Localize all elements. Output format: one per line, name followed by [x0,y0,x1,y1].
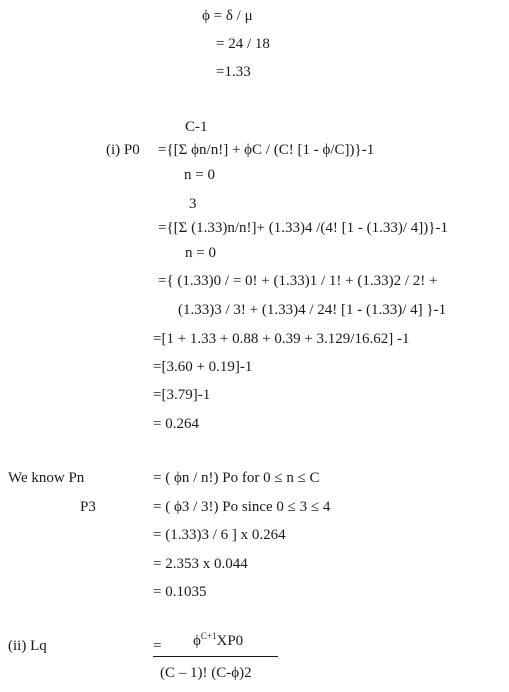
p3-label: P3 [80,499,96,515]
lq-num-rest: XP0 [216,633,244,649]
pn-formula: = ( ϕn / n!) Po for 0 ≤ n ≤ C [153,470,320,486]
p0-sum-terms: =[1 + 1.33 + 0.88 + 0.39 + 3.129/16.62] -1 [153,331,410,347]
p3-formula: = ( ϕ3 / 3!) Po since 0 ≤ 3 ≤ 4 [153,499,331,515]
p3-result: = 0.1035 [153,584,207,600]
phi-ratio: = 24 / 18 [216,36,270,52]
p0-formula: ={[Σ ϕn/n!] + ϕC / (C! [1 - ϕ/C])}-1 [158,142,375,158]
lq-fraction-bar [153,656,278,657]
lq-num-phi: ϕ [193,633,201,649]
lq-denominator: (C – 1)! (C-ϕ)2 [160,665,252,681]
phi-definition: ϕ = δ / μ [202,8,253,24]
lq-label: (ii) Lq [8,638,47,654]
p0-substituted: ={[Σ (1.33)n/n!]+ (1.33)4 /(4! [1 - (1.33)/ 4])}-1 [158,220,448,236]
lq-num-exponent: C+1 [200,631,217,641]
lq-numerator [193,632,243,651]
p3-substituted: = (1.33)3 / 6 ] x 0.264 [153,527,286,543]
pn-label: We know Pn [8,470,85,486]
sum-lower-limit-2: n = 0 [185,245,216,261]
p0-sum-partial: =[3.60 + 0.19]-1 [153,359,253,375]
p0-result: = 0.264 [153,416,199,432]
sum-upper-limit-3: 3 [189,196,197,212]
sum-upper-limit: C-1 [185,119,208,135]
p0-expanded-1: ={ (1.33)0 / = 0! + (1.33)1 / 1! + (1.33)2 / 2! + [158,273,438,289]
p0-expanded-2: (1.33)3 / 3! + (1.33)4 / 24! [1 - (1.33)/ 4] }-1 [178,302,447,318]
lq-equals: = [153,638,162,654]
sum-lower-limit: n = 0 [184,167,215,183]
phi-value: =1.33 [216,64,251,80]
p0-sum-total: =[3.79]-1 [153,387,211,403]
p3-product: = 2.353 x 0.044 [153,556,248,572]
p0-label: (i) P0 [106,142,140,158]
